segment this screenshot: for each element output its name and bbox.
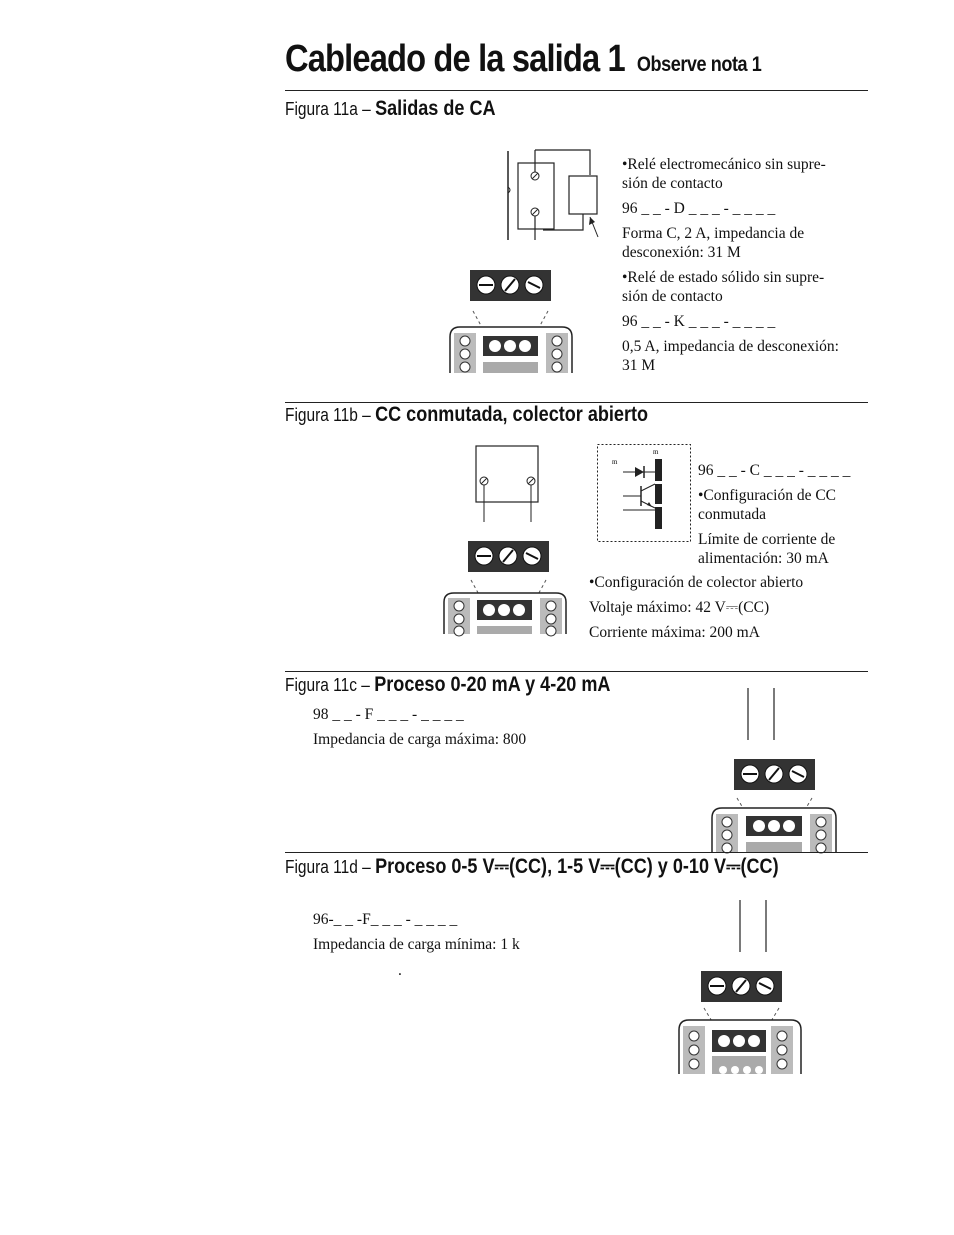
- fig11c-part-number: 98 _ _ - F _ _ _ - _ _ _ _: [313, 706, 464, 723]
- fig11a-part-number: 96 _ _ - K _ _ _ - _ _ _ _: [622, 313, 776, 330]
- title-note: Observe nota 1: [636, 53, 762, 76]
- diagram-mark: m: [653, 448, 659, 456]
- fig11a-line: sión de contacto: [622, 288, 723, 305]
- fig11b-line: Límite de corriente de: [698, 531, 836, 548]
- fig11d-diagram: [675, 900, 809, 1075]
- fig11c-rule: [285, 671, 868, 672]
- page-title: [285, 38, 761, 81]
- fig11d-rule: [285, 852, 868, 853]
- fig11b-text-right: [698, 461, 873, 568]
- fig11b-line: conmutada: [698, 506, 767, 523]
- fig11d-spec: Impedancia de carga mínima: 1 k: [313, 936, 520, 953]
- fig11b-transistor-box: [597, 444, 691, 542]
- fig11a-part-number: 96 _ _ - D _ _ _ - _ _ _ _: [622, 200, 776, 217]
- fig11a-line: •Relé electromecánico sin supre-: [622, 156, 826, 173]
- fig11b-text-bottom: [589, 573, 869, 642]
- fig11c-spec: Impedancia de carga máxima: 800: [313, 731, 527, 748]
- fig11c-heading: Proceso 0-20 mA y 4-20 mA: [374, 673, 611, 696]
- fig11b-line: alimentación: 30 mA: [698, 550, 829, 567]
- fig11a-diagram: [440, 145, 610, 375]
- fig11d-text: [313, 910, 613, 954]
- title-text: Cableado de la salida 1: [285, 38, 625, 80]
- fig11d-heading: Proceso 0-5 V⎓(CC), 1-5 V⎓(CC) y 0-10 V⎓(CC): [375, 855, 779, 878]
- fig11b-heading: CC conmutada, colector abierto: [375, 403, 649, 426]
- fig11a-line: •Relé de estado sólido sin supre-: [622, 269, 825, 286]
- fig11b-part-number: 96 _ _ - C _ _ _ - _ _ _ _: [698, 462, 851, 479]
- fig11c-diagram: [708, 688, 842, 853]
- diagram-mark: m: [612, 458, 618, 466]
- fig11c-caption: Figura 11c – Proceso 0-20 mA y 4-20 mA: [285, 673, 611, 696]
- fig11b-line: Corriente máxima: 200 mA: [589, 624, 760, 641]
- fig11b-line: •Configuración de CC: [698, 487, 837, 504]
- fig11a-line: 31 M: [622, 357, 656, 374]
- fig11c-text: [313, 705, 613, 749]
- fig11a-line: desconexión: 31 M: [622, 244, 741, 261]
- fig11a-caption: Figura 11a – Salidas de CA: [285, 97, 496, 120]
- fig11a-line: sión de contacto: [622, 175, 723, 192]
- fig11b-diagram: [440, 440, 570, 635]
- fig11d-dot: .: [398, 962, 402, 979]
- fig11a-text: [622, 155, 872, 375]
- fig11a-line: 0,5 A, impedancia de desconexión:: [622, 338, 839, 355]
- fig11b-line: •Configuración de colector abierto: [589, 574, 804, 591]
- fig11a-heading: Salidas de CA: [375, 97, 496, 120]
- title-rule: [285, 90, 868, 91]
- fig11d-part-number: 96-_ _ -F_ _ _ - _ _ _ _: [313, 911, 458, 928]
- fig11a-line: Forma C, 2 A, impedancia de: [622, 225, 805, 242]
- fig11b-caption: Figura 11b – CC conmutada, colector abierto: [285, 403, 649, 426]
- fig11d-caption: Figura 11d – Proceso 0-5 V⎓(CC), 1-5 V⎓(CC) y 0-10 V⎓(CC): [285, 855, 779, 878]
- fig11b-line: Voltaje máximo: 42 V⎓(CC): [589, 599, 770, 616]
